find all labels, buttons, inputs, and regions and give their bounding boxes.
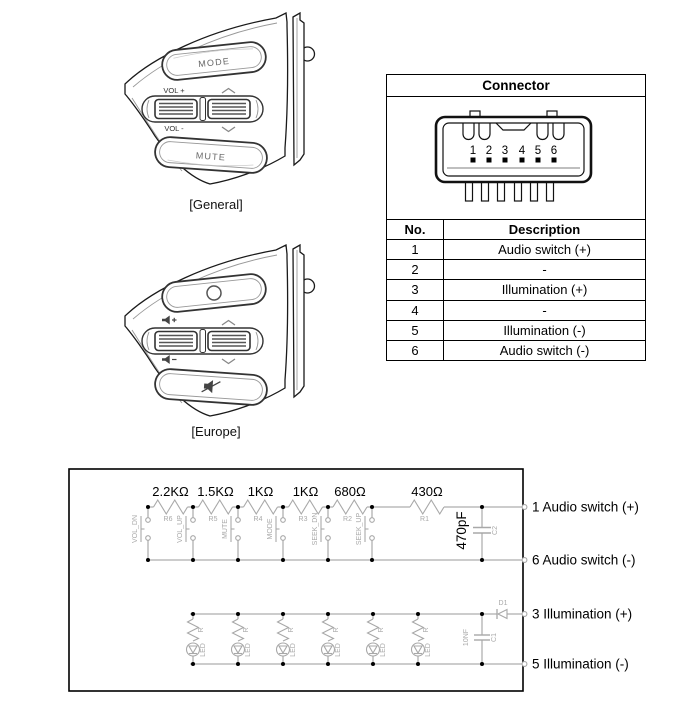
side-trim-piece	[293, 13, 304, 165]
caption-europe: [Europe]	[191, 424, 241, 439]
caption-general: [General]	[189, 197, 243, 212]
pin-description: Audio switch (+)	[498, 242, 591, 258]
led-resistor-label: R	[333, 627, 340, 633]
connector-panel	[386, 74, 646, 361]
led-branch	[187, 612, 208, 666]
terminal-audio-plus	[522, 500, 639, 515]
column-header-description: Description	[508, 222, 581, 238]
vol-down-label: VOL -	[164, 124, 184, 133]
led-branch	[277, 612, 298, 666]
connector-leg	[547, 182, 554, 201]
resistor-ref: R1	[420, 516, 429, 523]
switch-mute	[222, 505, 240, 562]
rocker-divider	[200, 330, 206, 353]
led-label: LED	[290, 643, 297, 657]
connector-leg	[515, 182, 522, 201]
switch-label: VOL_UP	[177, 515, 184, 543]
switch-mode	[267, 505, 285, 562]
terminal-label: 1 Audio switch (+)	[532, 499, 639, 515]
switch-label: MODE	[267, 518, 274, 540]
terminal-label: 5 Illumination (-)	[532, 656, 629, 672]
seek-rocker-key	[208, 100, 250, 119]
resistor-value: 1KΩ	[292, 484, 319, 499]
capacitor-ref: C1	[491, 633, 498, 642]
pin-no: 6	[387, 341, 444, 360]
connector-body	[436, 117, 591, 182]
capacitor-ref: C2	[492, 526, 499, 535]
switch-seek-dn	[312, 505, 330, 562]
led-label: LED	[425, 643, 432, 657]
connector-leg	[482, 182, 489, 201]
led-label: LED	[200, 643, 207, 657]
led-label: LED	[245, 643, 252, 657]
mute-button-label: MUTE	[195, 150, 227, 163]
led-resistor-label: R	[423, 627, 430, 633]
pin-description: -	[542, 302, 547, 318]
table-row	[387, 301, 645, 321]
led-resistor-label: R	[243, 627, 250, 633]
terminal-label: 3 Illumination (+)	[532, 606, 633, 622]
led-resistor-label: R	[288, 627, 295, 633]
table-row	[387, 280, 645, 300]
steering-switch-europe-illustration	[110, 240, 322, 425]
led-branch	[232, 612, 253, 666]
resistor-R1	[410, 484, 444, 523]
switch-label: MUTE	[222, 519, 229, 539]
resistor-value: 680Ω	[334, 484, 366, 499]
switch-label: SEEK_DN	[312, 512, 319, 546]
terminal-audio-minus	[522, 553, 635, 568]
connector-leg	[531, 182, 538, 201]
switch-label: SEEK_UP	[356, 512, 363, 546]
led-label: LED	[380, 643, 387, 657]
side-trim-piece	[293, 245, 304, 397]
resistor-R4	[244, 484, 278, 523]
pin-number: 3	[501, 145, 509, 157]
connector-drawing	[387, 97, 644, 219]
resistor-value: 2.2KΩ	[152, 484, 189, 499]
capacitor-value: 470pF	[454, 511, 469, 550]
pin-description: -	[542, 262, 547, 278]
capacitor-value: 10NF	[463, 628, 470, 647]
pin-no: 3	[387, 280, 444, 299]
resistor-ref: R6	[163, 516, 173, 523]
pin-contact	[552, 158, 557, 163]
pin-no: 1	[387, 240, 444, 259]
capacitor-C1	[463, 612, 498, 666]
switch-vol-up	[177, 505, 195, 562]
pin-no: 4	[387, 301, 444, 320]
resistor-ref: R5	[208, 516, 218, 523]
resistor-value: 1.5KΩ	[197, 484, 234, 499]
resistor-R5	[197, 484, 234, 523]
vol-up-label: VOL +	[163, 86, 185, 95]
resistor-value: 1KΩ	[247, 484, 274, 499]
led-branch	[412, 612, 433, 666]
switch-seek-up	[356, 505, 374, 562]
resistor-value: 430Ω	[411, 484, 443, 499]
resistor-ref: R2	[343, 516, 352, 523]
terminal-illumination-plus	[522, 607, 632, 622]
mode-button-label: MODE	[197, 55, 231, 70]
table-row	[387, 260, 645, 280]
seek-rocker-key	[208, 332, 250, 351]
column-header-no: No.	[387, 220, 444, 239]
volume-rocker-key	[155, 100, 197, 119]
volume-rocker-key	[155, 332, 197, 351]
pin-contact	[487, 158, 492, 163]
pin-contact	[503, 158, 508, 163]
switch-vol-dn	[132, 505, 150, 562]
led-resistor-label: R	[378, 627, 385, 633]
pin-number: 1	[469, 145, 477, 157]
rocker-divider	[200, 98, 206, 121]
diode-D1	[497, 600, 508, 619]
pin-number: 4	[518, 145, 526, 157]
connector-leg	[466, 182, 473, 201]
terminal-label: 6 Audio switch (-)	[532, 552, 636, 568]
led-branch	[322, 612, 343, 666]
pin-contact	[520, 158, 525, 163]
pin-number: 6	[550, 145, 558, 157]
led-label: LED	[335, 643, 342, 657]
led-branch	[367, 612, 388, 666]
pin-description: Illumination (+)	[501, 282, 588, 298]
pin-number: 5	[534, 145, 542, 157]
table-row	[387, 321, 645, 341]
pin-contact	[536, 158, 541, 163]
pin-no: 5	[387, 321, 444, 340]
diode-ref: D1	[498, 600, 508, 607]
capacitor-C2	[454, 505, 499, 562]
terminal-illumination-minus	[522, 657, 629, 672]
led-resistor-label: R	[198, 627, 205, 633]
resistor-ref: R3	[298, 516, 308, 523]
resistor-ref: R4	[253, 516, 263, 523]
switch-label: VOL_DN	[132, 514, 139, 544]
steering-switch-general-illustration	[110, 8, 322, 193]
pin-contact	[471, 158, 476, 163]
connector-figure	[387, 97, 645, 220]
connector-leg	[498, 182, 505, 201]
pin-description: Illumination (-)	[503, 322, 586, 338]
table-row	[387, 341, 645, 360]
table-row	[387, 240, 645, 260]
circuit-schematic	[0, 455, 700, 716]
pin-no: 2	[387, 260, 444, 279]
pinout-table	[387, 220, 645, 360]
pin-description: Audio switch (-)	[499, 342, 590, 358]
pin-number: 2	[485, 145, 493, 157]
connector-panel-title: Connector	[387, 75, 645, 97]
pinout-table-header	[387, 220, 645, 240]
